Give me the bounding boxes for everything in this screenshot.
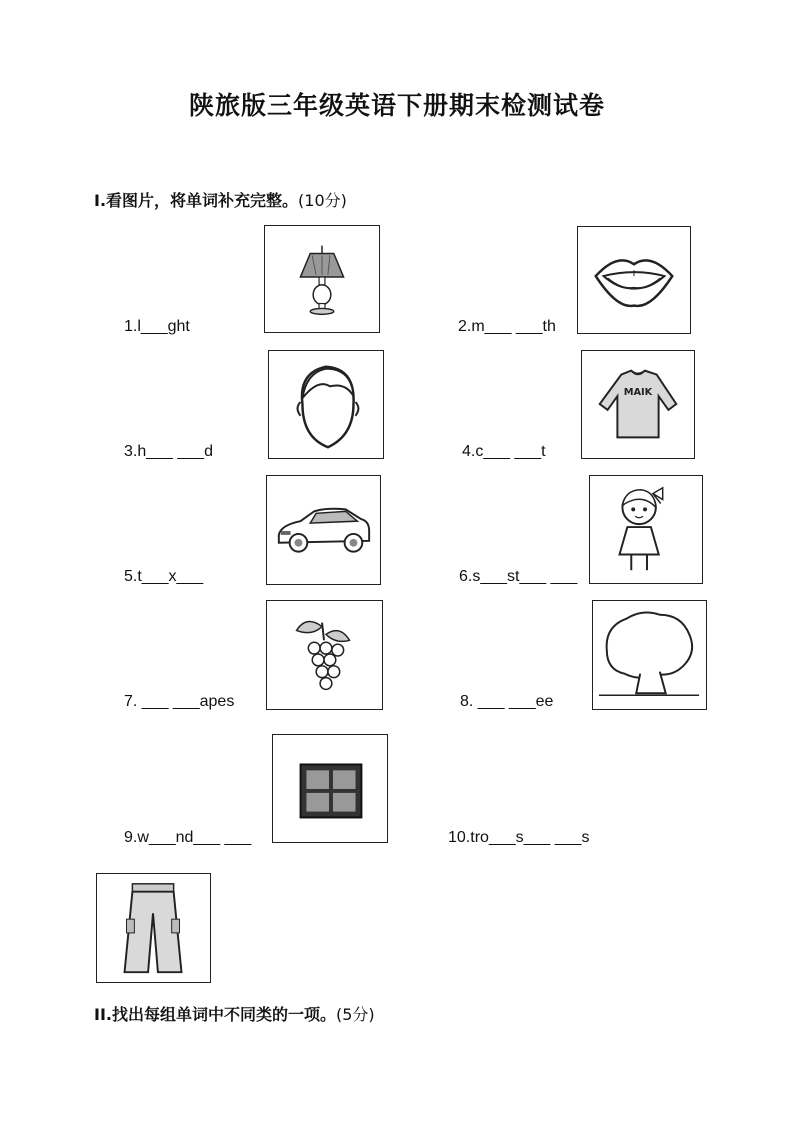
item-3-label: 3.h___ ___d	[124, 443, 213, 460]
car-icon	[267, 476, 380, 584]
item-7-picture	[266, 600, 383, 710]
item-9-label: 9.w___nd___ ___	[124, 829, 252, 846]
mouth-icon	[578, 227, 690, 333]
page-title: 陕旅版三年级英语下册期末检测试卷	[188, 91, 605, 120]
item-8-picture	[592, 600, 707, 710]
item-8-label: 8. ___ ___ee	[460, 693, 554, 710]
shirt-icon	[582, 351, 694, 458]
item-10-label: 10.tro___s___ ___s	[448, 829, 590, 846]
item-5-label: 5.t___x___	[124, 568, 204, 585]
section-2-heading-text: II.找出每组单词中不同类的一项。	[94, 1005, 336, 1024]
shirt-print-text: MAIK	[623, 387, 653, 399]
item-1-picture	[264, 225, 380, 333]
item-6-label: 6.s___st___ ___	[459, 568, 578, 585]
trousers-icon	[97, 874, 210, 982]
item-7-label: 7. ___ ___apes	[124, 693, 235, 710]
item-3-picture	[268, 350, 384, 459]
section-2-heading	[94, 1002, 375, 1025]
section-1-heading	[94, 188, 347, 211]
item-4-label: 4.c___ ___t	[462, 443, 546, 460]
item-9-picture	[272, 734, 388, 843]
item-4-picture	[581, 350, 695, 459]
girl-icon	[590, 476, 702, 583]
window-icon	[273, 735, 387, 842]
section-1-score: (10分)	[298, 191, 347, 210]
item-2-picture	[577, 226, 691, 334]
grapes-icon	[267, 601, 382, 709]
item-1-label: 1.l___ght	[124, 318, 190, 335]
section-1-heading-text: I.看图片，将单词补充完整。	[94, 191, 299, 210]
tree-icon	[593, 601, 706, 709]
section-2-score: (5分)	[336, 1005, 375, 1024]
item-2-label: 2.m___ ___th	[458, 318, 556, 335]
item-10-picture	[96, 873, 211, 983]
item-6-picture	[589, 475, 703, 584]
lamp-icon	[265, 226, 379, 332]
item-5-picture	[266, 475, 381, 585]
head-icon	[269, 351, 383, 458]
